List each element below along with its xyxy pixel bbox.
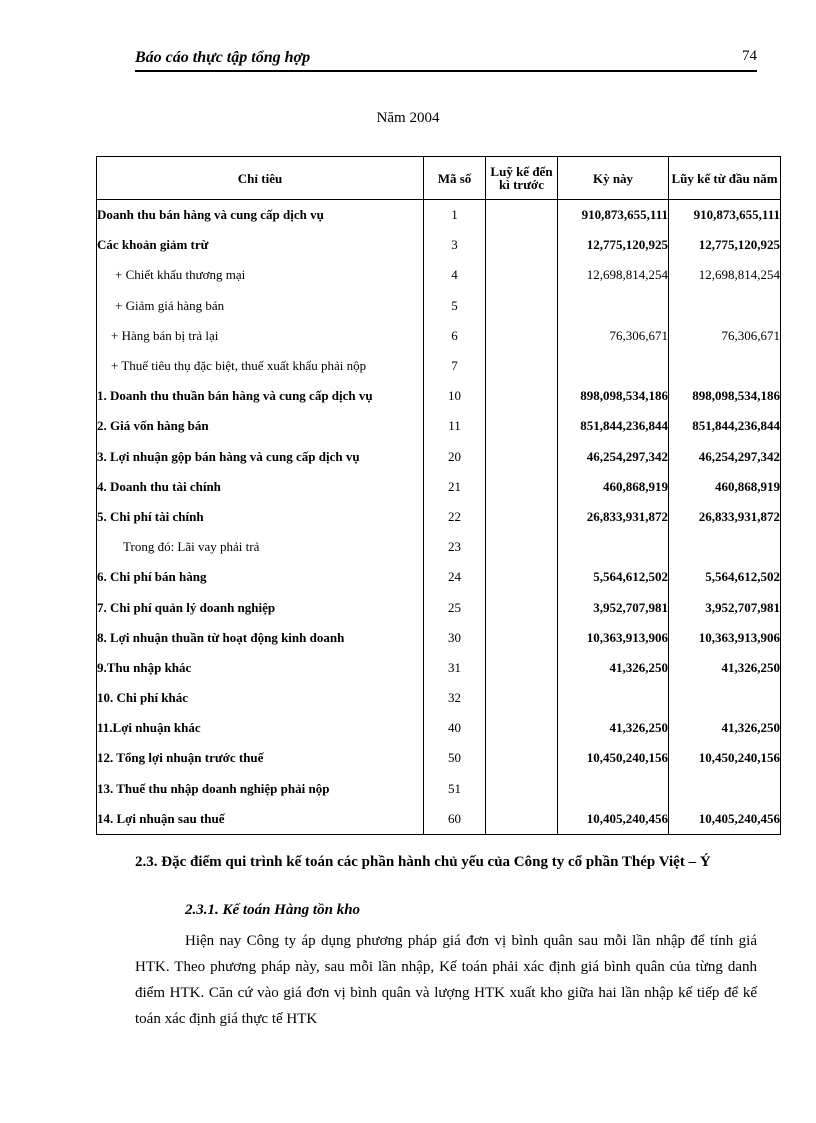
table-row — [97, 351, 781, 381]
row-code: 31 — [424, 653, 486, 683]
row-code: 60 — [424, 804, 486, 835]
row-code: 6 — [424, 321, 486, 351]
row-code: 4 — [424, 260, 486, 290]
page-number: 74 — [742, 48, 757, 64]
column-header-current: Kỳ này — [558, 157, 669, 200]
row-label: Trong đó: Lãi vay phải trả — [97, 532, 424, 562]
row-prior — [486, 381, 558, 411]
row-prior — [486, 442, 558, 472]
table-row — [97, 743, 781, 773]
report-title: Báo cáo thực tập tổng hợp — [135, 49, 311, 66]
row-ytd: 460,868,919 — [669, 472, 781, 502]
row-code: 40 — [424, 713, 486, 743]
row-code: 30 — [424, 623, 486, 653]
row-ytd: 10,450,240,156 — [669, 743, 781, 773]
row-prior — [486, 260, 558, 290]
row-code: 32 — [424, 683, 486, 713]
column-header-prior: Luỹ kế đến kì trước — [486, 157, 558, 200]
row-ytd: 12,698,814,254 — [669, 260, 781, 290]
row-code: 10 — [424, 381, 486, 411]
income-statement-table — [96, 156, 781, 835]
row-code: 23 — [424, 532, 486, 562]
table-row — [97, 774, 781, 804]
row-prior — [486, 230, 558, 260]
row-label: 14. Lợi nhuận sau thuế — [97, 804, 424, 835]
row-code: 22 — [424, 502, 486, 532]
row-ytd: 41,326,250 — [669, 653, 781, 683]
row-label: 2. Giá vốn hàng bán — [97, 411, 424, 441]
row-current: 26,833,931,872 — [558, 502, 669, 532]
table-row — [97, 532, 781, 562]
row-current: 10,405,240,456 — [558, 804, 669, 835]
row-current: 910,873,655,111 — [558, 200, 669, 231]
row-ytd: 851,844,236,844 — [669, 411, 781, 441]
table-row — [97, 713, 781, 743]
row-ytd: 898,098,534,186 — [669, 381, 781, 411]
row-label: 4. Doanh thu tài chính — [97, 472, 424, 502]
row-ytd: 12,775,120,925 — [669, 230, 781, 260]
row-current: 41,326,250 — [558, 653, 669, 683]
row-label: + Hàng bán bị trả lại — [97, 321, 424, 351]
row-ytd — [669, 351, 781, 381]
row-code: 3 — [424, 230, 486, 260]
row-current — [558, 291, 669, 321]
row-prior — [486, 321, 558, 351]
row-current — [558, 774, 669, 804]
row-label: 13. Thuế thu nhập doanh nghiệp phải nộp — [97, 774, 424, 804]
page-header — [135, 48, 757, 72]
table-row — [97, 200, 781, 231]
row-label: 12. Tổng lợi nhuận trước thuế — [97, 743, 424, 773]
section-heading: 2.3. Đặc điểm qui trình kế toán các phần hành chủ yếu của Công ty cổ phần Thép Việt – Ý — [135, 854, 711, 870]
row-label: Các khoản giảm trừ — [97, 230, 424, 260]
table-row — [97, 804, 781, 835]
row-label: 9.Thu nhập khác — [97, 653, 424, 683]
row-label: 5. Chi phí tài chính — [97, 502, 424, 532]
row-label: 1. Doanh thu thuần bán hàng và cung cấp dịch vụ — [97, 381, 424, 411]
row-code: 20 — [424, 442, 486, 472]
table-row — [97, 230, 781, 260]
row-current: 851,844,236,844 — [558, 411, 669, 441]
row-code: 50 — [424, 743, 486, 773]
row-code: 7 — [424, 351, 486, 381]
row-code: 1 — [424, 200, 486, 231]
row-label: 6. Chi phí bán hàng — [97, 562, 424, 592]
table-row — [97, 291, 781, 321]
column-header-code: Mã số — [424, 157, 486, 200]
table-row — [97, 472, 781, 502]
row-prior — [486, 713, 558, 743]
row-current: 76,306,671 — [558, 321, 669, 351]
row-ytd: 46,254,297,342 — [669, 442, 781, 472]
row-current: 46,254,297,342 — [558, 442, 669, 472]
table-row — [97, 381, 781, 411]
table-row — [97, 653, 781, 683]
row-prior — [486, 804, 558, 835]
row-ytd: 3,952,707,981 — [669, 592, 781, 622]
table-row — [97, 683, 781, 713]
row-current: 10,363,913,906 — [558, 623, 669, 653]
row-current: 898,098,534,186 — [558, 381, 669, 411]
row-prior — [486, 291, 558, 321]
row-prior — [486, 502, 558, 532]
row-current: 10,450,240,156 — [558, 743, 669, 773]
row-ytd: 10,405,240,456 — [669, 804, 781, 835]
row-ytd: 10,363,913,906 — [669, 623, 781, 653]
table-row — [97, 592, 781, 622]
row-code: 51 — [424, 774, 486, 804]
row-current: 41,326,250 — [558, 713, 669, 743]
row-label: + Thuế tiêu thụ đặc biệt, thuế xuất khẩu phải nộp — [97, 351, 424, 381]
row-ytd: 910,873,655,111 — [669, 200, 781, 231]
row-ytd — [669, 291, 781, 321]
row-current: 12,698,814,254 — [558, 260, 669, 290]
row-label: + Giảm giá hàng bán — [97, 291, 424, 321]
row-ytd — [669, 774, 781, 804]
row-label: 3. Lợi nhuận gộp bán hàng và cung cấp dịch vụ — [97, 442, 424, 472]
row-label: + Chiết khấu thương mại — [97, 260, 424, 290]
row-prior — [486, 623, 558, 653]
row-current: 5,564,612,502 — [558, 562, 669, 592]
row-current: 3,952,707,981 — [558, 592, 669, 622]
row-code: 25 — [424, 592, 486, 622]
subsection-heading: 2.3.1. Kế toán Hàng tồn kho — [185, 902, 361, 918]
row-label: 8. Lợi nhuận thuần từ hoạt động kinh doanh — [97, 623, 424, 653]
row-prior — [486, 532, 558, 562]
row-prior — [486, 683, 558, 713]
table-row — [97, 623, 781, 653]
row-prior — [486, 743, 558, 773]
row-ytd — [669, 683, 781, 713]
row-label: 7. Chi phí quản lý doanh nghiệp — [97, 592, 424, 622]
row-ytd: 5,564,612,502 — [669, 562, 781, 592]
row-ytd — [669, 532, 781, 562]
table-row — [97, 562, 781, 592]
row-current: 460,868,919 — [558, 472, 669, 502]
body-paragraph: Hiện nay Công ty áp dụng phương pháp giá đơn vị bình quân sau mỗi lần nhập để tính giá HTK. Theo phương pháp này, sau mỗi lần nhập, Kế toán phải xác định giá bình quân của từng danh điểm HTK. Căn cứ vào giá đơn vị bình quân và lượng HTK xuất kho giữa hai lần nhập kế tiếp để kế toán xác định giá thực tế HTK — [135, 933, 757, 1027]
row-prior — [486, 411, 558, 441]
row-ytd: 26,833,931,872 — [669, 502, 781, 532]
row-label: 10. Chi phí khác — [97, 683, 424, 713]
row-prior — [486, 653, 558, 683]
table-row — [97, 442, 781, 472]
table-row — [97, 411, 781, 441]
row-code: 11 — [424, 411, 486, 441]
row-ytd: 76,306,671 — [669, 321, 781, 351]
row-label: Doanh thu bán hàng và cung cấp dịch vụ — [97, 200, 424, 231]
row-code: 5 — [424, 291, 486, 321]
table-header-row — [97, 157, 781, 200]
row-prior — [486, 351, 558, 381]
year-label: Năm 2004 — [376, 110, 440, 126]
row-current — [558, 351, 669, 381]
table-row — [97, 321, 781, 351]
row-code: 24 — [424, 562, 486, 592]
row-current — [558, 683, 669, 713]
row-label: 11.Lợi nhuận khác — [97, 713, 424, 743]
row-prior — [486, 774, 558, 804]
row-current — [558, 532, 669, 562]
table-row — [97, 260, 781, 290]
column-header-indicator: Chỉ tiêu — [97, 157, 424, 200]
row-current: 12,775,120,925 — [558, 230, 669, 260]
row-ytd: 41,326,250 — [669, 713, 781, 743]
row-code: 21 — [424, 472, 486, 502]
table-row — [97, 502, 781, 532]
column-header-ytd: Lũy kế từ đầu năm — [669, 157, 781, 200]
row-prior — [486, 200, 558, 231]
row-prior — [486, 592, 558, 622]
row-prior — [486, 472, 558, 502]
row-prior — [486, 562, 558, 592]
